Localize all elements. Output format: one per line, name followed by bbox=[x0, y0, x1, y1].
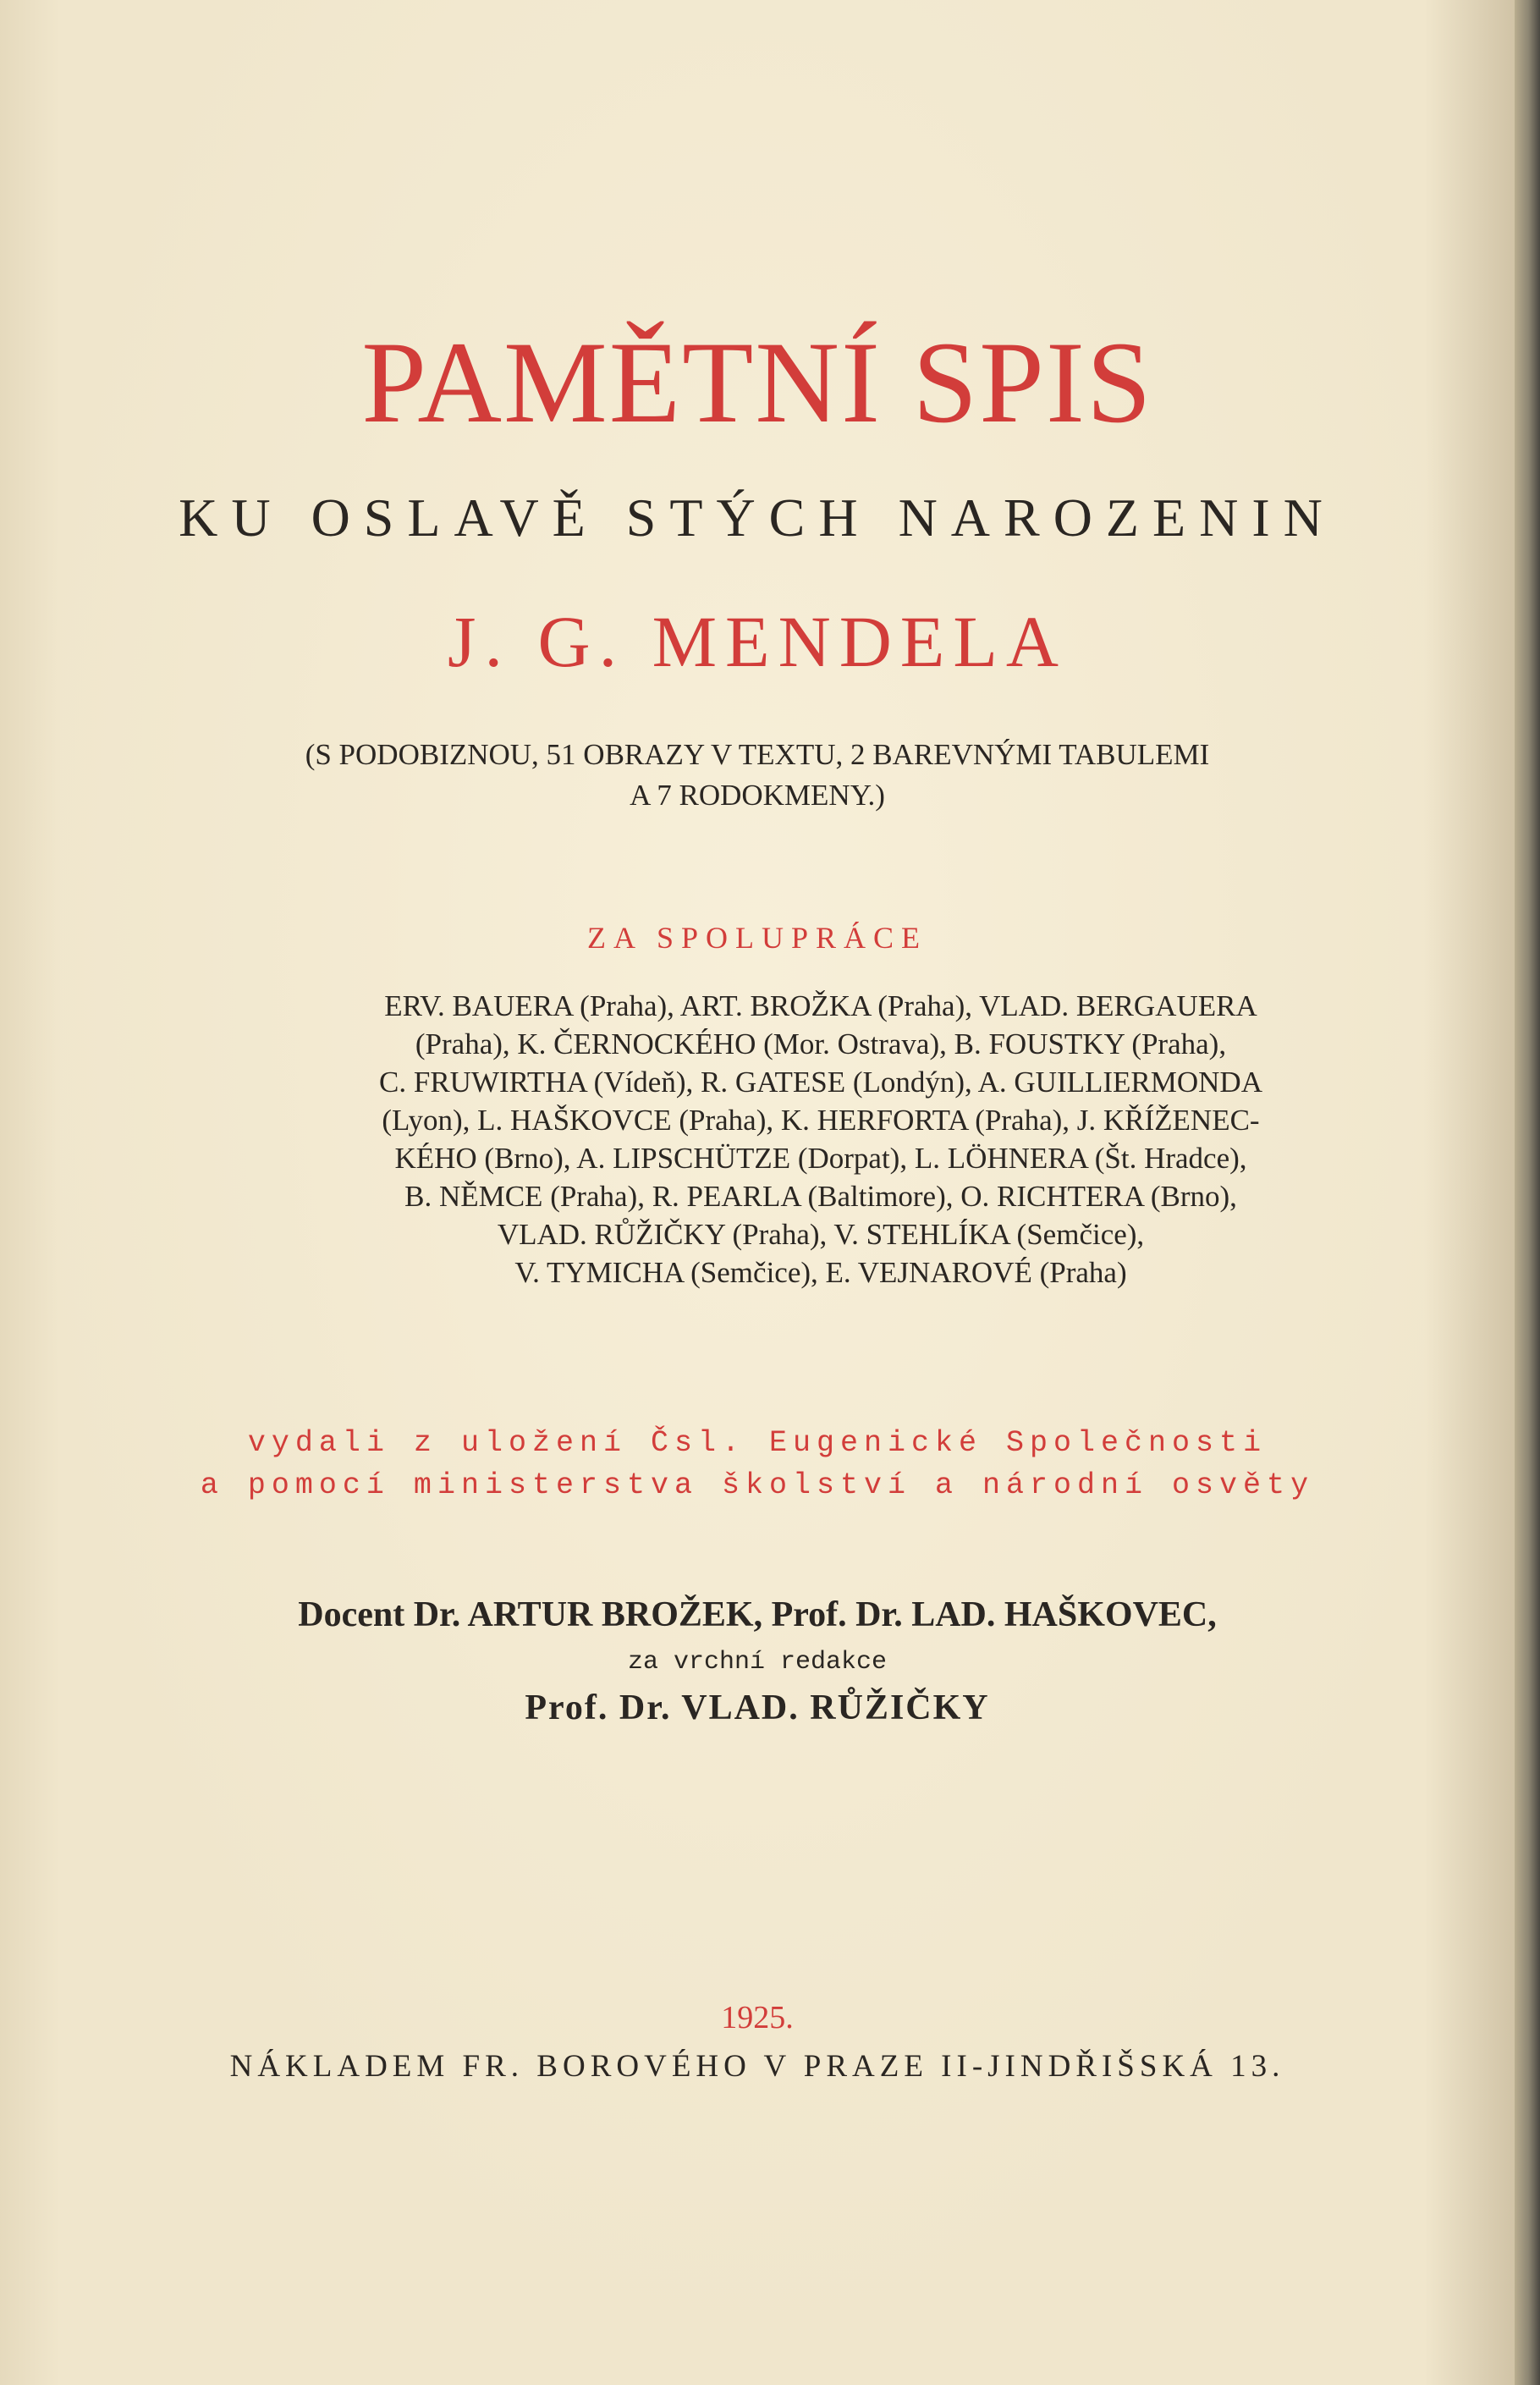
contributors-line: C. FRUWIRTHA (Vídeň), R. GATESE (Londýn), A. GUILLIERMONDA bbox=[379, 1066, 1262, 1099]
book-title: PAMĚTNÍ SPIS bbox=[361, 317, 1153, 447]
book-subtitle: KU OSLAVĚ STÝCH NAROZENIN bbox=[179, 487, 1336, 548]
contributors-line: B. NĚMCE (Praha), R. PEARLA (Baltimore), O. RICHTERA (Brno), bbox=[404, 1180, 1237, 1213]
honoree-name: J. G. MENDELA bbox=[448, 601, 1067, 682]
collaboration-heading: ZA SPOLUPRÁCE bbox=[586, 921, 928, 955]
contributors-line: (Lyon), L. HAŠKOVCE (Praha), K. HERFORTA (Praha), J. KŘÍŽENEC- bbox=[382, 1104, 1260, 1137]
imprint: NÁKLADEM FR. BOROVÉHO V PRAZE II-JINDŘIŠSKÁ 13. bbox=[229, 2049, 1285, 2084]
publisher-line: a pomocí ministerstva školství a národní osvěty bbox=[200, 1468, 1315, 1502]
contents-note-line: A 7 RODOKMENY.) bbox=[630, 779, 885, 812]
contributors-line: KÉHO (Brno), A. LIPSCHÜTZE (Dorpat), L. LÖHNERA (Št. Hradce), bbox=[394, 1142, 1247, 1175]
contents-note bbox=[0, 735, 1515, 816]
publication-year: 1925. bbox=[721, 2000, 794, 2035]
contents-note-line: (S PODOBIZNOU, 51 OBRAZY V TEXTU, 2 BAREVNÝMI TABULEMI bbox=[305, 738, 1210, 771]
contributors-line: ERV. BAUERA (Praha), ART. BROŽKA (Praha), VLAD. BERGAUERA bbox=[384, 989, 1257, 1022]
contributors-line: (Praha), K. ČERNOCKÉHO (Mor. Ostrava), B. FOUSTKY (Praha), bbox=[415, 1027, 1227, 1060]
contributors-line: V. TYMICHA (Semčice), E. VEJNAROVÉ (Praha) bbox=[514, 1256, 1127, 1289]
contributors-line: VLAD. RŮŽIČKY (Praha), V. STEHLÍKA (Semčice), bbox=[497, 1218, 1145, 1251]
publisher-line: vydali z uložení Čsl. Eugenické Společnosti bbox=[247, 1426, 1268, 1460]
chief-editor: Prof. Dr. VLAD. RŮŽIČKY bbox=[525, 1688, 990, 1727]
publisher-statement bbox=[0, 1422, 1515, 1506]
contributors-list bbox=[330, 987, 1312, 1292]
editors-names: Docent Dr. ARTUR BROŽEK, Prof. Dr. LAD. HAŠKOVEC, bbox=[298, 1595, 1217, 1634]
editors-role: za vrchní redakce bbox=[627, 1648, 888, 1677]
book-spine-edge bbox=[1515, 0, 1540, 2385]
